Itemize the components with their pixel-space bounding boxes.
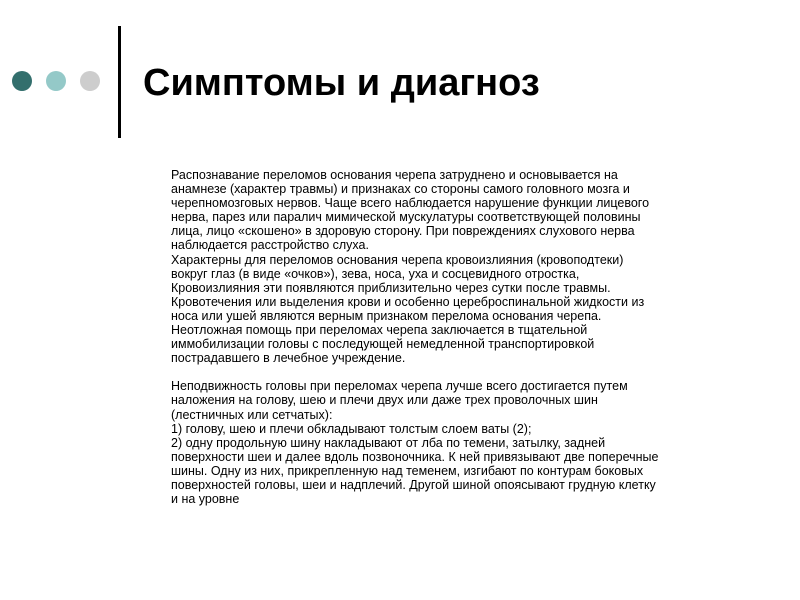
decorative-dot-light bbox=[46, 71, 66, 91]
body-paragraph: Неподвижность головы при переломах черепа лучше всего достигается путем наложения на голову, шею и плечи двух или даже трех проволочных шин (лестничных или сетчатых): 1) голову, шею и плечи обкладывают толстым слоем ваты (2); 2) одну продольную шину накладывают от лба по темени, затылку, задней поверхности шеи и далее вдоль позвоночника. К ней привязывают две поперечные шины. Одну из них, прикрепленную над теменем, изгибают по контурам боковых поверхностей головы, шеи и надплечий. Другой шиной опоясывают грудную клетку и на уровне bbox=[171, 379, 659, 507]
decorative-dot-dark bbox=[12, 71, 32, 91]
body-paragraph: Распознавание переломов основания черепа затруднено и основывается на анамнезе (характер травмы) и признаках со стороны самого головного мозга и черепномозговых нервов. Чаще всего наблюдается нарушение функции лицевого нерва, парез или паралич мимической мускулатуры соответствующей половины лица, лицо «скошено» в здоровую сторону. При повреждениях слухового нерва наблюдается расстройство слуха. Характерны для переломов основания черепа кровоизлияния (кровоподтеки) вокруг глаз (в виде «очков»), зева, носа, уха и сосцевидного отростка, Кровоизлияния эти появляются приблизительно через сутки после травмы. Кровотечения или выделения крови и особенно цереброспинальной жидкости из носа или ушей являются верным признаком перелома основания черепа. Неотложная помощь при переломах черепа заключается в тщательной иммобилизации головы с последующей немедленной транспортировкой пострадавшего в лечебное учреждение. bbox=[171, 168, 650, 366]
slide-body bbox=[171, 168, 746, 506]
decorative-dot-gray bbox=[80, 71, 100, 91]
title-divider bbox=[118, 26, 121, 138]
slide-title: Симптомы и диагноз bbox=[143, 62, 540, 104]
